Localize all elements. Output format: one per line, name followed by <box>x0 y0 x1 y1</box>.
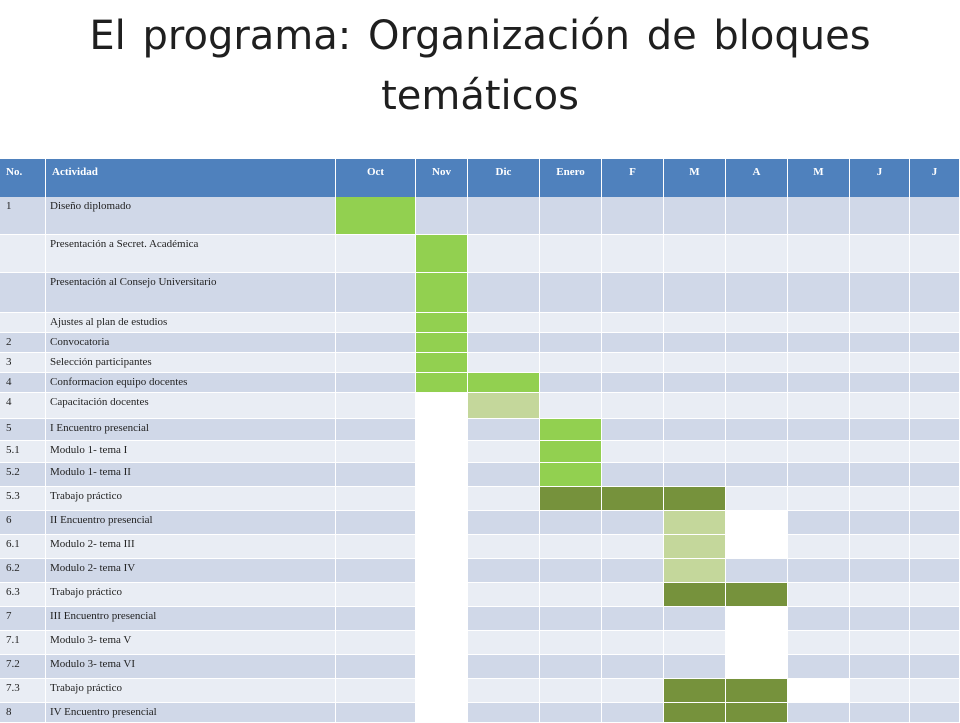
gantt-cell <box>664 273 726 313</box>
gantt-cell <box>602 463 664 487</box>
gantt-cell <box>788 679 850 703</box>
gantt-cell <box>540 197 602 235</box>
gantt-cell <box>602 313 664 333</box>
row-activity: Modulo 3- tema V <box>50 634 132 646</box>
row-number: 1 <box>6 200 12 212</box>
gantt-cell <box>788 655 850 679</box>
gantt-cell <box>788 463 850 487</box>
table-cell <box>0 273 46 313</box>
row-activity: IV Encuentro presencial <box>50 706 157 718</box>
row-activity: Conformacion equipo docentes <box>50 376 188 388</box>
gantt-cell <box>850 535 910 559</box>
header-cell-10: J <box>850 159 910 197</box>
header-cell-7: M <box>664 159 726 197</box>
gantt-cell <box>540 487 602 511</box>
gantt-cell <box>664 559 726 583</box>
gantt-cell <box>540 393 602 419</box>
header-cell-11: J <box>910 159 960 197</box>
gantt-cell <box>726 679 788 703</box>
table-cell <box>0 313 46 333</box>
gantt-cell <box>416 273 468 313</box>
row-number: 3 <box>6 356 12 368</box>
gantt-cell <box>726 333 788 353</box>
gantt-cell <box>664 511 726 535</box>
gantt-cell <box>336 463 416 487</box>
row-activity: II Encuentro presencial <box>50 514 153 526</box>
gantt-cell <box>540 235 602 273</box>
gantt-cell <box>910 313 960 333</box>
gantt-cell <box>416 463 468 487</box>
gantt-cell <box>664 333 726 353</box>
gantt-cell <box>664 353 726 373</box>
gantt-cell <box>416 419 468 441</box>
gantt-cell <box>336 511 416 535</box>
gantt-cell <box>336 353 416 373</box>
gantt-cell <box>788 373 850 393</box>
gantt-cell <box>416 333 468 353</box>
gantt-cell <box>336 333 416 353</box>
gantt-cell <box>468 313 540 333</box>
row-activity: Capacitación docentes <box>50 396 149 408</box>
gantt-cell <box>416 583 468 607</box>
gantt-cell <box>468 463 540 487</box>
gantt-cell <box>726 703 788 723</box>
gantt-cell <box>788 419 850 441</box>
gantt-cell <box>910 559 960 583</box>
gantt-cell <box>468 511 540 535</box>
gantt-cell <box>540 511 602 535</box>
gantt-cell <box>910 679 960 703</box>
gantt-cell <box>336 313 416 333</box>
gantt-cell <box>602 679 664 703</box>
gantt-cell <box>416 559 468 583</box>
table-cell <box>0 235 46 273</box>
gantt-cell <box>726 419 788 441</box>
gantt-cell <box>602 353 664 373</box>
header-cell-2: Oct <box>336 159 416 197</box>
gantt-cell <box>664 631 726 655</box>
gantt-cell <box>602 373 664 393</box>
gantt-cell <box>850 393 910 419</box>
row-activity: Presentación a Secret. Académica <box>50 238 199 250</box>
gantt-cell <box>726 393 788 419</box>
gantt-cell <box>540 679 602 703</box>
row-number: 7.2 <box>6 658 20 670</box>
gantt-cell <box>336 419 416 441</box>
gantt-cell <box>416 353 468 373</box>
row-activity: Modulo 1- tema I <box>50 444 128 456</box>
gantt-cell <box>540 607 602 631</box>
gantt-cell <box>416 511 468 535</box>
gantt-cell <box>540 333 602 353</box>
gantt-cell <box>726 487 788 511</box>
gantt-cell <box>664 607 726 631</box>
gantt-cell <box>726 607 788 631</box>
gantt-cell <box>726 313 788 333</box>
gantt-cell <box>540 373 602 393</box>
gantt-cell <box>850 333 910 353</box>
row-activity: Trabajo práctico <box>50 490 122 502</box>
gantt-cell <box>726 631 788 655</box>
gantt-cell <box>468 441 540 463</box>
gantt-cell <box>664 441 726 463</box>
gantt-cell <box>540 703 602 723</box>
gantt-cell <box>416 607 468 631</box>
row-activity: Presentación al Consejo Universitario <box>50 276 217 288</box>
gantt-cell <box>602 583 664 607</box>
gantt-cell <box>336 703 416 723</box>
gantt-cell <box>850 353 910 373</box>
gantt-cell <box>416 535 468 559</box>
gantt-cell <box>788 511 850 535</box>
gantt-cell <box>726 441 788 463</box>
gantt-cell <box>336 197 416 235</box>
row-number: 5.1 <box>6 444 20 456</box>
gantt-cell <box>850 583 910 607</box>
header-cell-4: Dic <box>468 159 540 197</box>
gantt-cell <box>850 607 910 631</box>
gantt-cell <box>336 487 416 511</box>
gantt-cell <box>910 511 960 535</box>
gantt-cell <box>788 393 850 419</box>
header-cell-9: M <box>788 159 850 197</box>
gantt-cell <box>910 463 960 487</box>
gantt-cell <box>910 419 960 441</box>
gantt-cell <box>788 559 850 583</box>
row-number: 2 <box>6 336 12 348</box>
row-activity: Modulo 2- tema IV <box>50 562 136 574</box>
gantt-cell <box>468 703 540 723</box>
slide-title <box>0 6 960 126</box>
gantt-cell <box>788 703 850 723</box>
gantt-cell <box>416 313 468 333</box>
gantt-cell <box>602 333 664 353</box>
gantt-cell <box>726 235 788 273</box>
gantt-cell <box>602 197 664 235</box>
gantt-cell <box>468 679 540 703</box>
gantt-cell <box>910 583 960 607</box>
row-activity: Trabajo práctico <box>50 586 122 598</box>
row-activity: III Encuentro presencial <box>50 610 157 622</box>
gantt-cell <box>416 235 468 273</box>
gantt-cell <box>910 393 960 419</box>
row-number: 5 <box>6 422 12 434</box>
gantt-cell <box>602 487 664 511</box>
gantt-cell <box>336 235 416 273</box>
gantt-cell <box>416 441 468 463</box>
gantt-cell <box>336 631 416 655</box>
gantt-cell <box>788 441 850 463</box>
gantt-cell <box>910 197 960 235</box>
gantt-cell <box>664 703 726 723</box>
gantt-cell <box>416 373 468 393</box>
gantt-cell <box>910 535 960 559</box>
gantt-cell <box>850 487 910 511</box>
gantt-cell <box>468 631 540 655</box>
gantt-cell <box>910 487 960 511</box>
gantt-cell <box>664 313 726 333</box>
gantt-cell <box>850 511 910 535</box>
gantt-cell <box>416 679 468 703</box>
gantt-cell <box>664 655 726 679</box>
gantt-cell <box>416 393 468 419</box>
gantt-cell <box>416 487 468 511</box>
gantt-cell <box>416 631 468 655</box>
gantt-cell <box>468 607 540 631</box>
gantt-cell <box>910 655 960 679</box>
gantt-cell <box>910 441 960 463</box>
gantt-cell <box>336 583 416 607</box>
gantt-cell <box>664 373 726 393</box>
gantt-cell <box>726 353 788 373</box>
gantt-cell <box>726 197 788 235</box>
gantt-cell <box>850 419 910 441</box>
gantt-cell <box>468 583 540 607</box>
gantt-cell <box>726 463 788 487</box>
gantt-cell <box>468 373 540 393</box>
gantt-cell <box>910 333 960 353</box>
gantt-cell <box>664 535 726 559</box>
gantt-cell <box>910 373 960 393</box>
gantt-cell <box>540 559 602 583</box>
gantt-cell <box>726 511 788 535</box>
gantt-cell <box>540 441 602 463</box>
gantt-cell <box>788 607 850 631</box>
gantt-cell <box>336 535 416 559</box>
row-activity: Ajustes al plan de estudios <box>50 316 168 328</box>
gantt-cell <box>910 607 960 631</box>
gantt-cell <box>788 631 850 655</box>
gantt-cell <box>850 463 910 487</box>
gantt-cell <box>416 655 468 679</box>
row-activity: Selección participantes <box>50 356 152 368</box>
gantt-cell <box>602 535 664 559</box>
gantt-cell <box>788 333 850 353</box>
gantt-cell <box>468 235 540 273</box>
gantt-cell <box>336 655 416 679</box>
gantt-cell <box>336 273 416 313</box>
gantt-cell <box>726 273 788 313</box>
gantt-cell <box>540 313 602 333</box>
gantt-cell <box>910 353 960 373</box>
row-number: 8 <box>6 706 12 718</box>
gantt-cell <box>664 235 726 273</box>
row-activity: Modulo 3- tema VI <box>50 658 136 670</box>
header-cell-8: A <box>726 159 788 197</box>
row-activity: Convocatoria <box>50 336 110 348</box>
gantt-cell <box>910 235 960 273</box>
row-number: 5.2 <box>6 466 20 478</box>
row-number: 6 <box>6 514 12 526</box>
gantt-cell <box>788 273 850 313</box>
header-cell-3: Nov <box>416 159 468 197</box>
gantt-cell <box>664 583 726 607</box>
gantt-cell <box>602 393 664 419</box>
row-number: 7 <box>6 610 12 622</box>
slide-title-line-2: temáticos <box>381 73 579 119</box>
gantt-cell <box>336 373 416 393</box>
gantt-cell <box>850 655 910 679</box>
gantt-cell <box>664 393 726 419</box>
gantt-cell <box>850 273 910 313</box>
gantt-cell <box>336 441 416 463</box>
gantt-cell <box>602 511 664 535</box>
row-activity: Trabajo práctico <box>50 682 122 694</box>
header-cell-6: F <box>602 159 664 197</box>
row-number: 6.2 <box>6 562 20 574</box>
gantt-cell <box>788 535 850 559</box>
row-number: 7.3 <box>6 682 20 694</box>
gantt-cell <box>788 583 850 607</box>
gantt-cell <box>726 535 788 559</box>
gantt-cell <box>336 679 416 703</box>
gantt-cell <box>788 353 850 373</box>
gantt-cell <box>540 535 602 559</box>
gantt-cell <box>602 631 664 655</box>
gantt-cell <box>788 313 850 333</box>
gantt-cell <box>336 559 416 583</box>
gantt-cell <box>602 419 664 441</box>
row-number: 6.1 <box>6 538 20 550</box>
gantt-cell <box>336 607 416 631</box>
gantt-cell <box>726 559 788 583</box>
gantt-cell <box>468 393 540 419</box>
gantt-cell <box>540 353 602 373</box>
gantt-cell <box>468 535 540 559</box>
gantt-cell <box>468 419 540 441</box>
gantt-cell <box>540 631 602 655</box>
gantt-cell <box>602 703 664 723</box>
gantt-cell <box>850 703 910 723</box>
header-cell-5: Enero <box>540 159 602 197</box>
gantt-cell <box>416 703 468 723</box>
gantt-cell <box>468 487 540 511</box>
gantt-cell <box>602 441 664 463</box>
row-number: 5.3 <box>6 490 20 502</box>
gantt-cell <box>910 631 960 655</box>
gantt-cell <box>850 313 910 333</box>
gantt-cell <box>540 273 602 313</box>
gantt-cell <box>850 631 910 655</box>
gantt-cell <box>468 353 540 373</box>
gantt-cell <box>416 197 468 235</box>
gantt-cell <box>850 441 910 463</box>
gantt-cell <box>850 679 910 703</box>
row-activity: Modulo 1- tema II <box>50 466 131 478</box>
gantt-cell <box>850 373 910 393</box>
gantt-cell <box>540 583 602 607</box>
gantt-cell <box>602 235 664 273</box>
gantt-cell <box>602 559 664 583</box>
gantt-cell <box>664 419 726 441</box>
gantt-cell <box>468 273 540 313</box>
gantt-cell <box>850 235 910 273</box>
row-number: 4 <box>6 376 12 388</box>
row-number: 7.1 <box>6 634 20 646</box>
row-activity: I Encuentro presencial <box>50 422 149 434</box>
gantt-cell <box>910 273 960 313</box>
header-cell-0: No. <box>0 159 46 197</box>
row-number: 4 <box>6 396 12 408</box>
gantt-cell <box>910 703 960 723</box>
gantt-cell <box>726 583 788 607</box>
row-number: 6.3 <box>6 586 20 598</box>
gantt-cell <box>664 679 726 703</box>
gantt-cell <box>540 419 602 441</box>
gantt-cell <box>468 333 540 353</box>
gantt-cell <box>602 273 664 313</box>
gantt-cell <box>602 655 664 679</box>
gantt-cell <box>664 197 726 235</box>
gantt-cell <box>850 559 910 583</box>
gantt-cell <box>788 235 850 273</box>
gantt-cell <box>540 463 602 487</box>
gantt-cell <box>664 463 726 487</box>
slide-title-line-1: El programa: Organización de bloques <box>89 13 871 59</box>
gantt-cell <box>664 487 726 511</box>
gantt-cell <box>850 197 910 235</box>
gantt-cell <box>540 655 602 679</box>
header-cell-1: Actividad <box>46 159 336 197</box>
gantt-cell <box>726 373 788 393</box>
row-activity: Modulo 2- tema III <box>50 538 135 550</box>
row-activity: Diseño diplomado <box>50 200 131 212</box>
gantt-cell <box>602 607 664 631</box>
gantt-cell <box>726 655 788 679</box>
gantt-cell <box>468 655 540 679</box>
gantt-cell <box>336 393 416 419</box>
gantt-cell <box>788 487 850 511</box>
gantt-cell <box>468 197 540 235</box>
gantt-cell <box>468 559 540 583</box>
gantt-cell <box>788 197 850 235</box>
